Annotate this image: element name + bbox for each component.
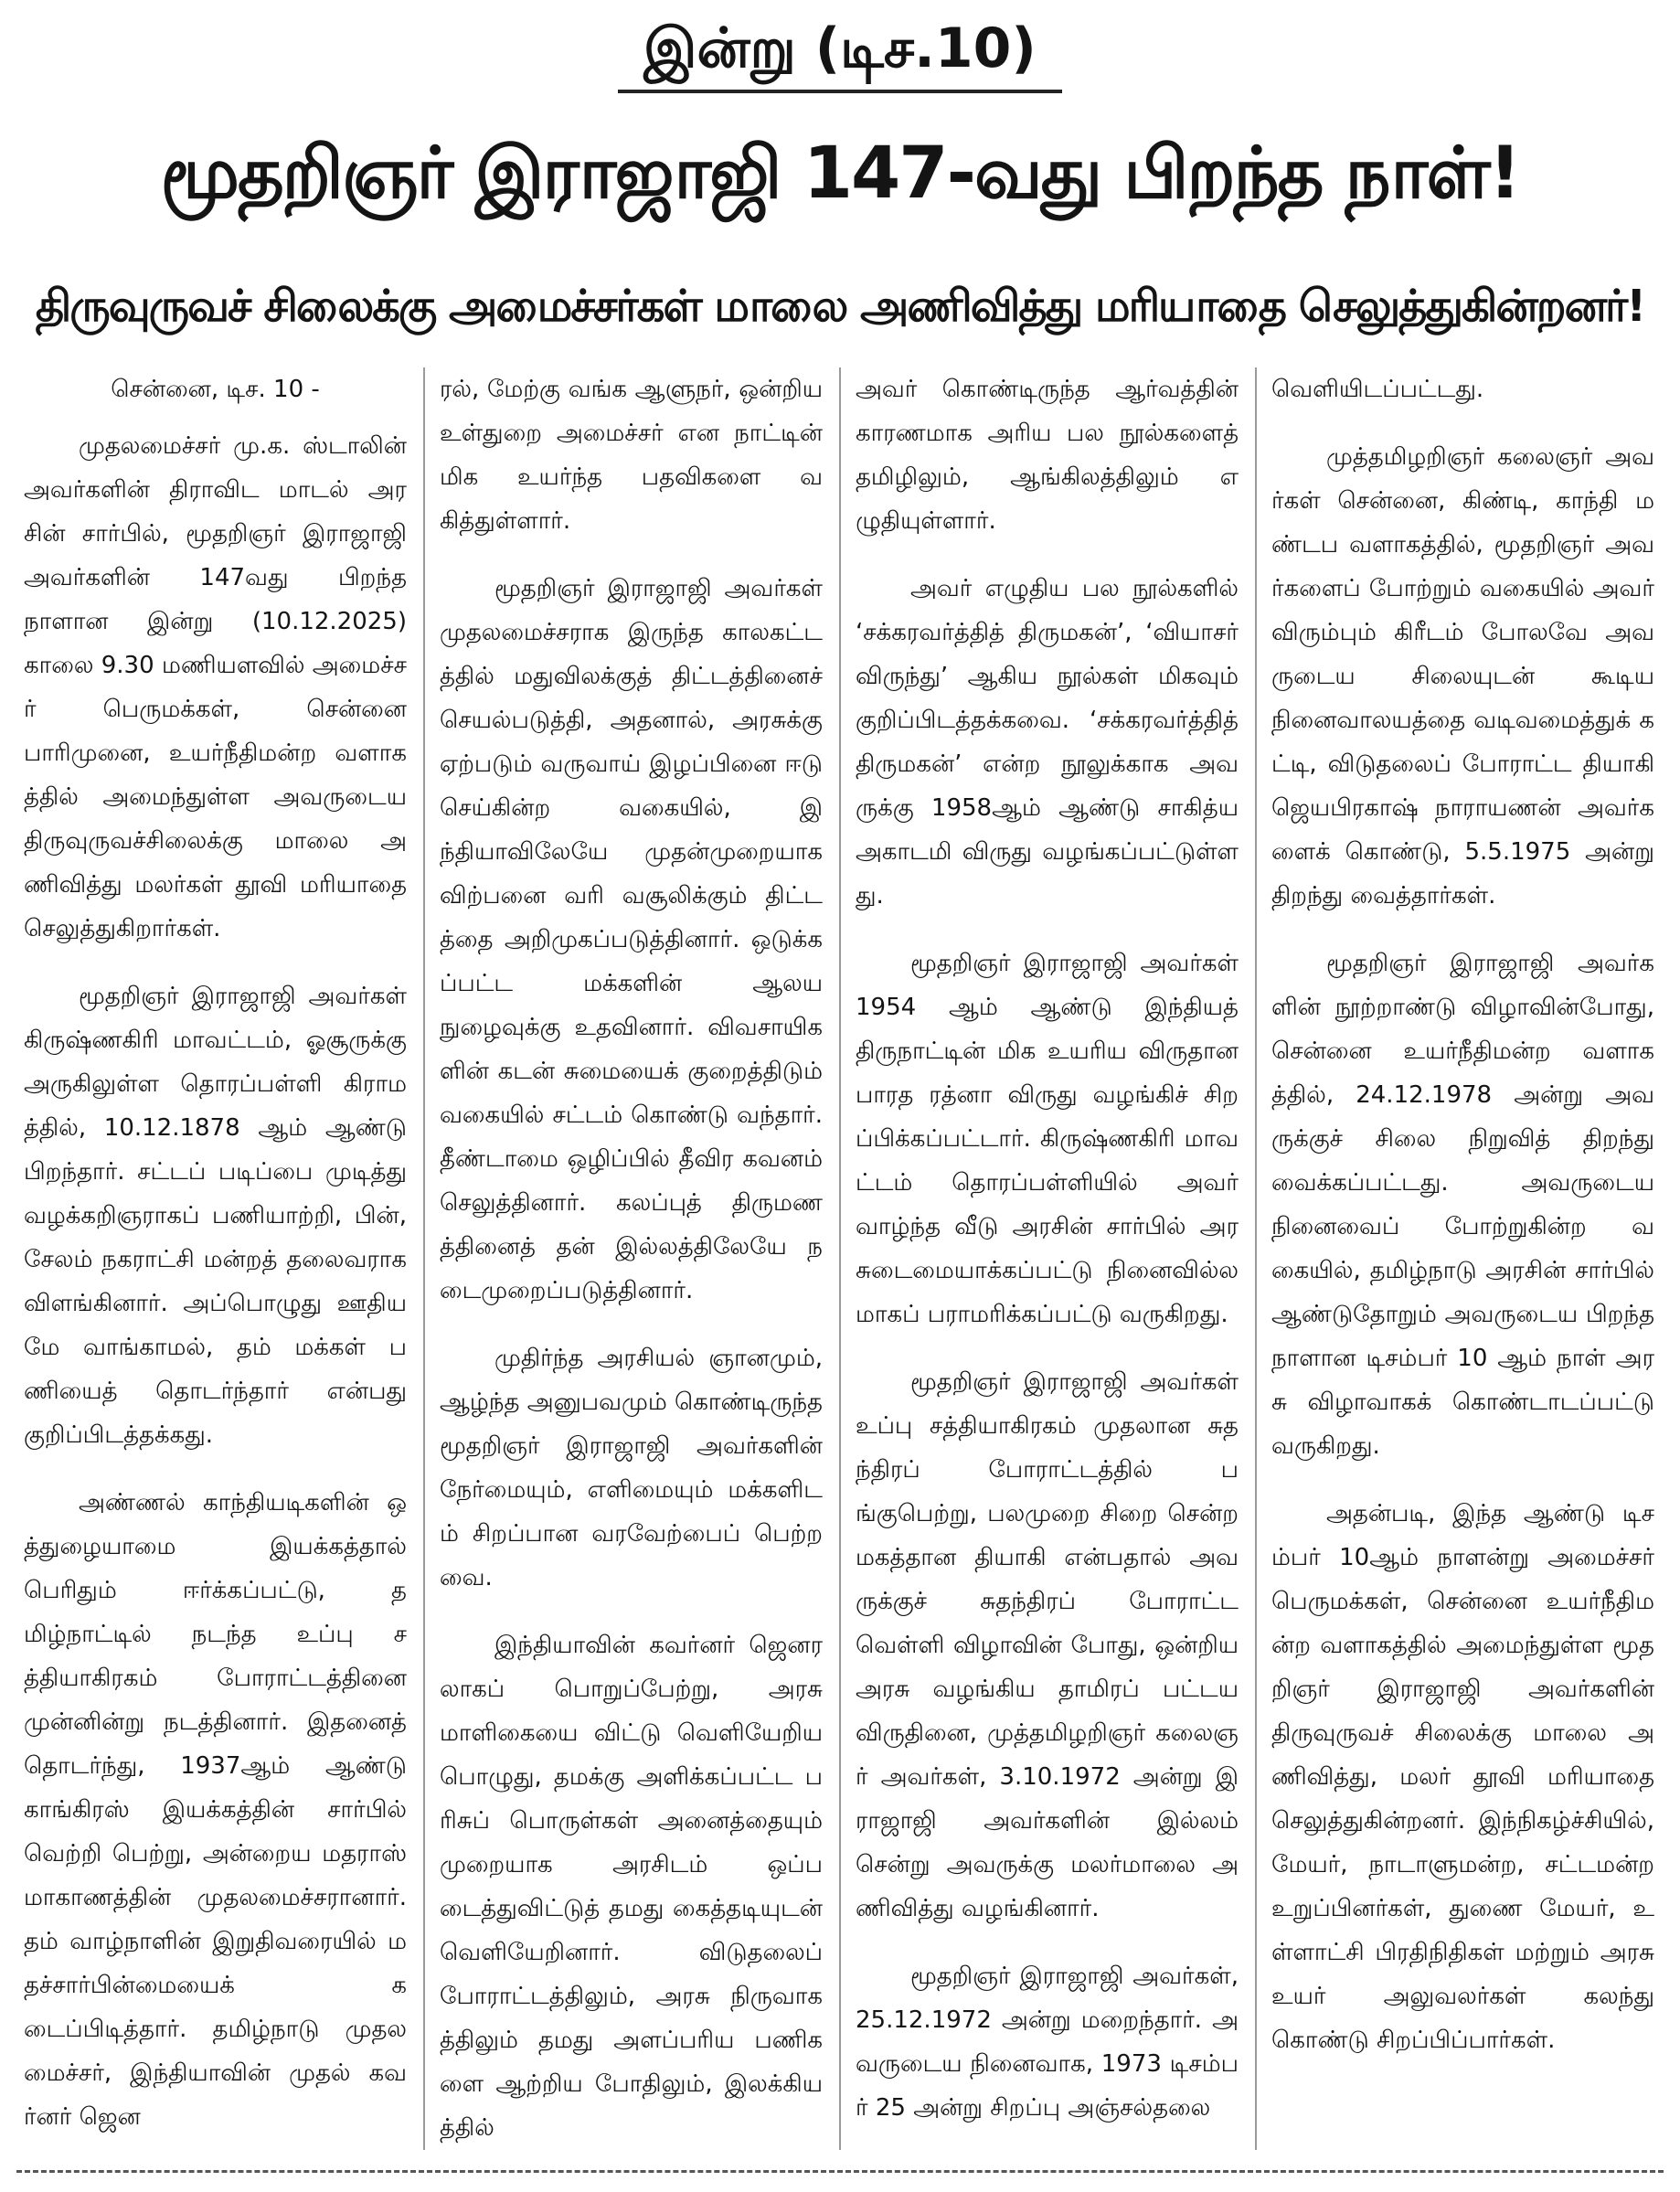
paragraph: வெளியிடப்பட்டது. xyxy=(1271,376,1484,403)
article-column-4 xyxy=(1264,367,1662,2150)
column-divider xyxy=(423,367,425,2150)
paragraph: மூதறிஞர் இராஜாஜி அவர்கள், 25.12.1972 அன்று மறைந்தார். அவருடைய நினைவாக, 1973 டிசம்பர் 25 அன்று சிறப்பு அஞ்சல்தலை xyxy=(856,1963,1239,2122)
paragraph: அவர் கொண்டிருந்த ஆர்வத்தின் காரணமாக அரிய பல நூல்களைத் தமிழிலும், ஆங்கிலத்திலும் எழுதியுள்ளார். xyxy=(856,376,1239,535)
dateline: சென்னை, டிச. 10 - xyxy=(111,376,320,403)
paragraph: அதன்படி, இந்த ஆண்டு டிசம்பர் 10ஆம் நாளன்று அமைச்சர் பெருமக்கள், சென்னை உயர்நீதிமன்ற வளாகத்தில் அமைந்துள்ள மூதறிஞர் இராஜாஜி அவர்களின் திருவுருவச் சிலைக்கு மாலை அணிவித்து, மலர் தூவி மரியாதை செலுத்துகின்றனர். இந்நிகழ்ச்சியில், மேயர், நாடாளுமன்ற, சட்டமன்ற உறுப்பினர்கள், துணை மேயர், உள்ளாட்சி பிரதிநிதிகள் மற்றும் அரசு உயர் அலுவலர்கள் கலந்து கொண்டு சிறப்பிப்பார்கள். xyxy=(1271,1500,1654,2054)
headline: மூதறிஞர் இராஜாஜி 147-வது பிறந்த நாள்! xyxy=(160,133,1520,215)
dashed-cut-line xyxy=(16,2170,1664,2173)
subheadline: திருவுருவச் சிலைக்கு அமைச்சர்கள் மாலை அணிவித்து மரியாதை செலுத்துகின்றனர்! xyxy=(35,281,1645,332)
column-divider xyxy=(1255,367,1257,2150)
article-column-1 xyxy=(16,367,414,2150)
paragraph: அவர் எழுதிய பல நூல்களில் ‘சக்கரவர்த்தித் திருமகன்’, ‘வியாசர் விருந்து’ ஆகிய நூல்கள் மிகவும் குறிப்பிடத்தக்கவை. ‘சக்கரவர்த்தித் திருமகன்’ என்ற நூலுக்காக அவருக்கு 1958ஆம் ஆண்டு சாகித்ய அகாடமி விருது வழங்கப்பட்டுள்ளது. xyxy=(856,575,1239,910)
paragraph: இந்தியாவின் கவர்னர் ஜெனரலாகப் பொறுப்பேற்று, அரசு மாளிகையை விட்டு வெளியேறிய பொழுது, தமக்கு அளிக்கப்பட்ட பரிசுப் பொருள்கள் அனைத்தையும் முறையாக அரசிடம் ஒப்படைத்துவிட்டுத் தமது கைத்தடியுடன் வெளியேறினார். விடுதலைப் போராட்டத்திலும், அரசு நிருவாகத்திலும் தமது அளப்பரிய பணிகளை ஆற்றிய போதிலும், இலக்கியத்தில் xyxy=(440,1632,823,2142)
paragraph: முத்தமிழறிஞர் கலைஞர் அவர்கள் சென்னை, கிண்டி, காந்தி மண்டப வளாகத்தில், மூதறிஞர் அவர்களைப் போற்றும் வகையில் அவர் விரும்பும் கிரீடம் போலவே அவருடைய சிலையுடன் கூடிய நினைவாலயத்தை வடிவமைத்துக் கட்டி, விடுதலைப் போராட்ட தியாகி ஜெயபிரகாஷ் நாராயணன் அவர்களைக் கொண்டு, 5.5.1975 அன்று திறந்து வைத்தார்கள். xyxy=(1271,443,1654,910)
paragraph: மூதறிஞர் இராஜாஜி அவர்களின் நூற்றாண்டு விழாவின்போது, சென்னை உயர்நீதிமன்ற வளாகத்தில், 24.12.1978 அன்று அவருக்குச் சிலை நிறுவித் திறந்து வைக்கப்பட்டது. அவருடைய நினைவைப் போற்றுகின்ற வகையில், தமிழ்நாடு அரசின் சார்பில் ஆண்டுதோறும் அவருடைய பிறந்த நாளான டிசம்பர் 10 ஆம் நாள் அரசு விழாவாகக் கொண்டாடப்பட்டு வருகிறது. xyxy=(1271,950,1654,1460)
kicker-banner xyxy=(0,7,1680,93)
column-divider xyxy=(839,367,841,2150)
article-column-2 xyxy=(432,367,830,2150)
article-column-3 xyxy=(848,367,1246,2150)
paragraph: மூதறிஞர் இராஜாஜி அவர்கள் கிருஷ்ணகிரி மாவட்டம், ஓசூருக்கு அருகிலுள்ள தொரப்பள்ளி கிராமத்தில், 10.12.1878 ஆம் ஆண்டு பிறந்தார். சட்டப் படிப்பை முடித்து வழக்கறிஞராகப் பணியாற்றி, பின், சேலம் நகராட்சி மன்றத் தலைவராக விளங்கினார். அப்பொழுது ஊதியமே வாங்காமல், தம் மக்கள் பணியைத் தொடர்ந்தார் என்பது குறிப்பிடத்தக்கது. xyxy=(24,983,407,1449)
paragraph: முதலமைச்சர் மு.க. ஸ்டாலின் அவர்களின் திராவிட மாடல் அரசின் சார்பில், மூதறிஞர் இராஜாஜி அவர்களின் 147வது பிறந்த நாளான இன்று (10.12.2025) காலை 9.30 மணியளவில் அமைச்சர் பெருமக்கள், சென்னை பாரிமுனை, உயர்நீதிமன்ற வளாகத்தில் அமைந்துள்ள அவருடைய திருவுருவச்சிலைக்கு மாலை அணிவித்து மலர்கள் தூவி மரியாதை செலுத்துகிறார்கள். xyxy=(24,432,407,942)
paragraph: அண்ணல் காந்தியடிகளின் ஒத்துழையாமை இயக்கத்தால் பெரிதும் ஈர்க்கப்பட்டு, தமிழ்நாட்டில் நடந்த உப்பு சத்தியாகிரகம் போராட்டத்தினை முன்னின்று நடத்தினார். இதனைத் தொடர்ந்து, 1937ஆம் ஆண்டு காங்கிரஸ் இயக்கத்தின் சார்பில் வெற்றி பெற்று, அன்றைய மதராஸ் மாகாணத்தின் முதலமைச்சரானார். தம் வாழ்நாளின் இறுதிவரையில் மதச்சார்பின்மையைக் கடைப்பிடித்தார். தமிழ்நாடு முதலமைச்சர், இந்தியாவின் முதல் கவர்னர் ஜென xyxy=(24,1489,407,2131)
paragraph: மூதறிஞர் இராஜாஜி அவர்கள் முதலமைச்சராக இருந்த காலகட்டத்தில் மதுவிலக்குத் திட்டத்தினைச் செயல்படுத்தி, அதனால், அரசுக்கு ஏற்படும் வருவாய் இழப்பினை ஈடு செய்கின்ற வகையில், இந்தியாவிலேயே முதன்முறையாக விற்பனை வரி வசூலிக்கும் திட்டத்தை அறிமுகப்படுத்தினார். ஒடுக்கப்பட்ட மக்களின் ஆலய நுழைவுக்கு உதவினார். விவசாயிகளின் கடன் சுமையைக் குறைத்திடும் வகையில் சட்டம் கொண்டு வந்தார். தீண்டாமை ஒழிப்பில் தீவிர கவனம் செலுத்தினார். கலப்புத் திருமணத்தினைத் தன் இல்லத்திலேயே நடைமுறைப்படுத்தினார். xyxy=(440,575,823,1304)
paragraph: ரல், மேற்கு வங்க ஆளுநர், ஒன்றிய உள்துறை அமைச்சர் என நாட்டின் மிக உயர்ந்த பதவிகளை வகித்துள்ளார். xyxy=(440,376,823,535)
paragraph: மூதறிஞர் இராஜாஜி அவர்கள் உப்பு சத்தியாகிரகம் முதலான சுதந்திரப் போராட்டத்தில் பங்குபெற்று, பலமுறை சிறை சென்ற மகத்தான தியாகி என்பதால் அவருக்குச் சுதந்திரப் போராட்ட வெள்ளி விழாவின் போது, ஒன்றிய அரசு வழங்கிய தாமிரப் பட்டய விருதினை, முத்தமிழறிஞர் கலைஞர் அவர்கள், 3.10.1972 அன்று இராஜாஜி அவர்களின் இல்லம் சென்று அவருக்கு மலர்மாலை அணிவித்து வழங்கினார். xyxy=(856,1368,1239,1922)
paragraph: மூதறிஞர் இராஜாஜி அவர்கள் 1954 ஆம் ஆண்டு இந்தியத் திருநாட்டின் மிக உயரிய விருதான பாரத ரத்னா விருது வழங்கிச் சிறப்பிக்கப்பட்டார். கிருஷ்ணகிரி மாவட்டம் தொரப்பள்ளியில் அவர் வாழ்ந்த வீடு அரசின் சார்பில் அரசுடைமையாக்கப்பட்டு நினைவில்லமாகப் பராமரிக்கப்பட்டு வருகிறது. xyxy=(856,950,1239,1328)
kicker-text: இன்று (டிச.10) xyxy=(618,7,1062,93)
paragraph: முதிர்ந்த அரசியல் ஞானமும், ஆழ்ந்த அனுபவமும் கொண்டிருந்த மூதறிஞர் இராஜாஜி அவர்களின் நேர்மையும், எளிமையும் மக்களிடம் சிறப்பான வரவேற்பைப் பெற்றவை. xyxy=(440,1345,823,1591)
